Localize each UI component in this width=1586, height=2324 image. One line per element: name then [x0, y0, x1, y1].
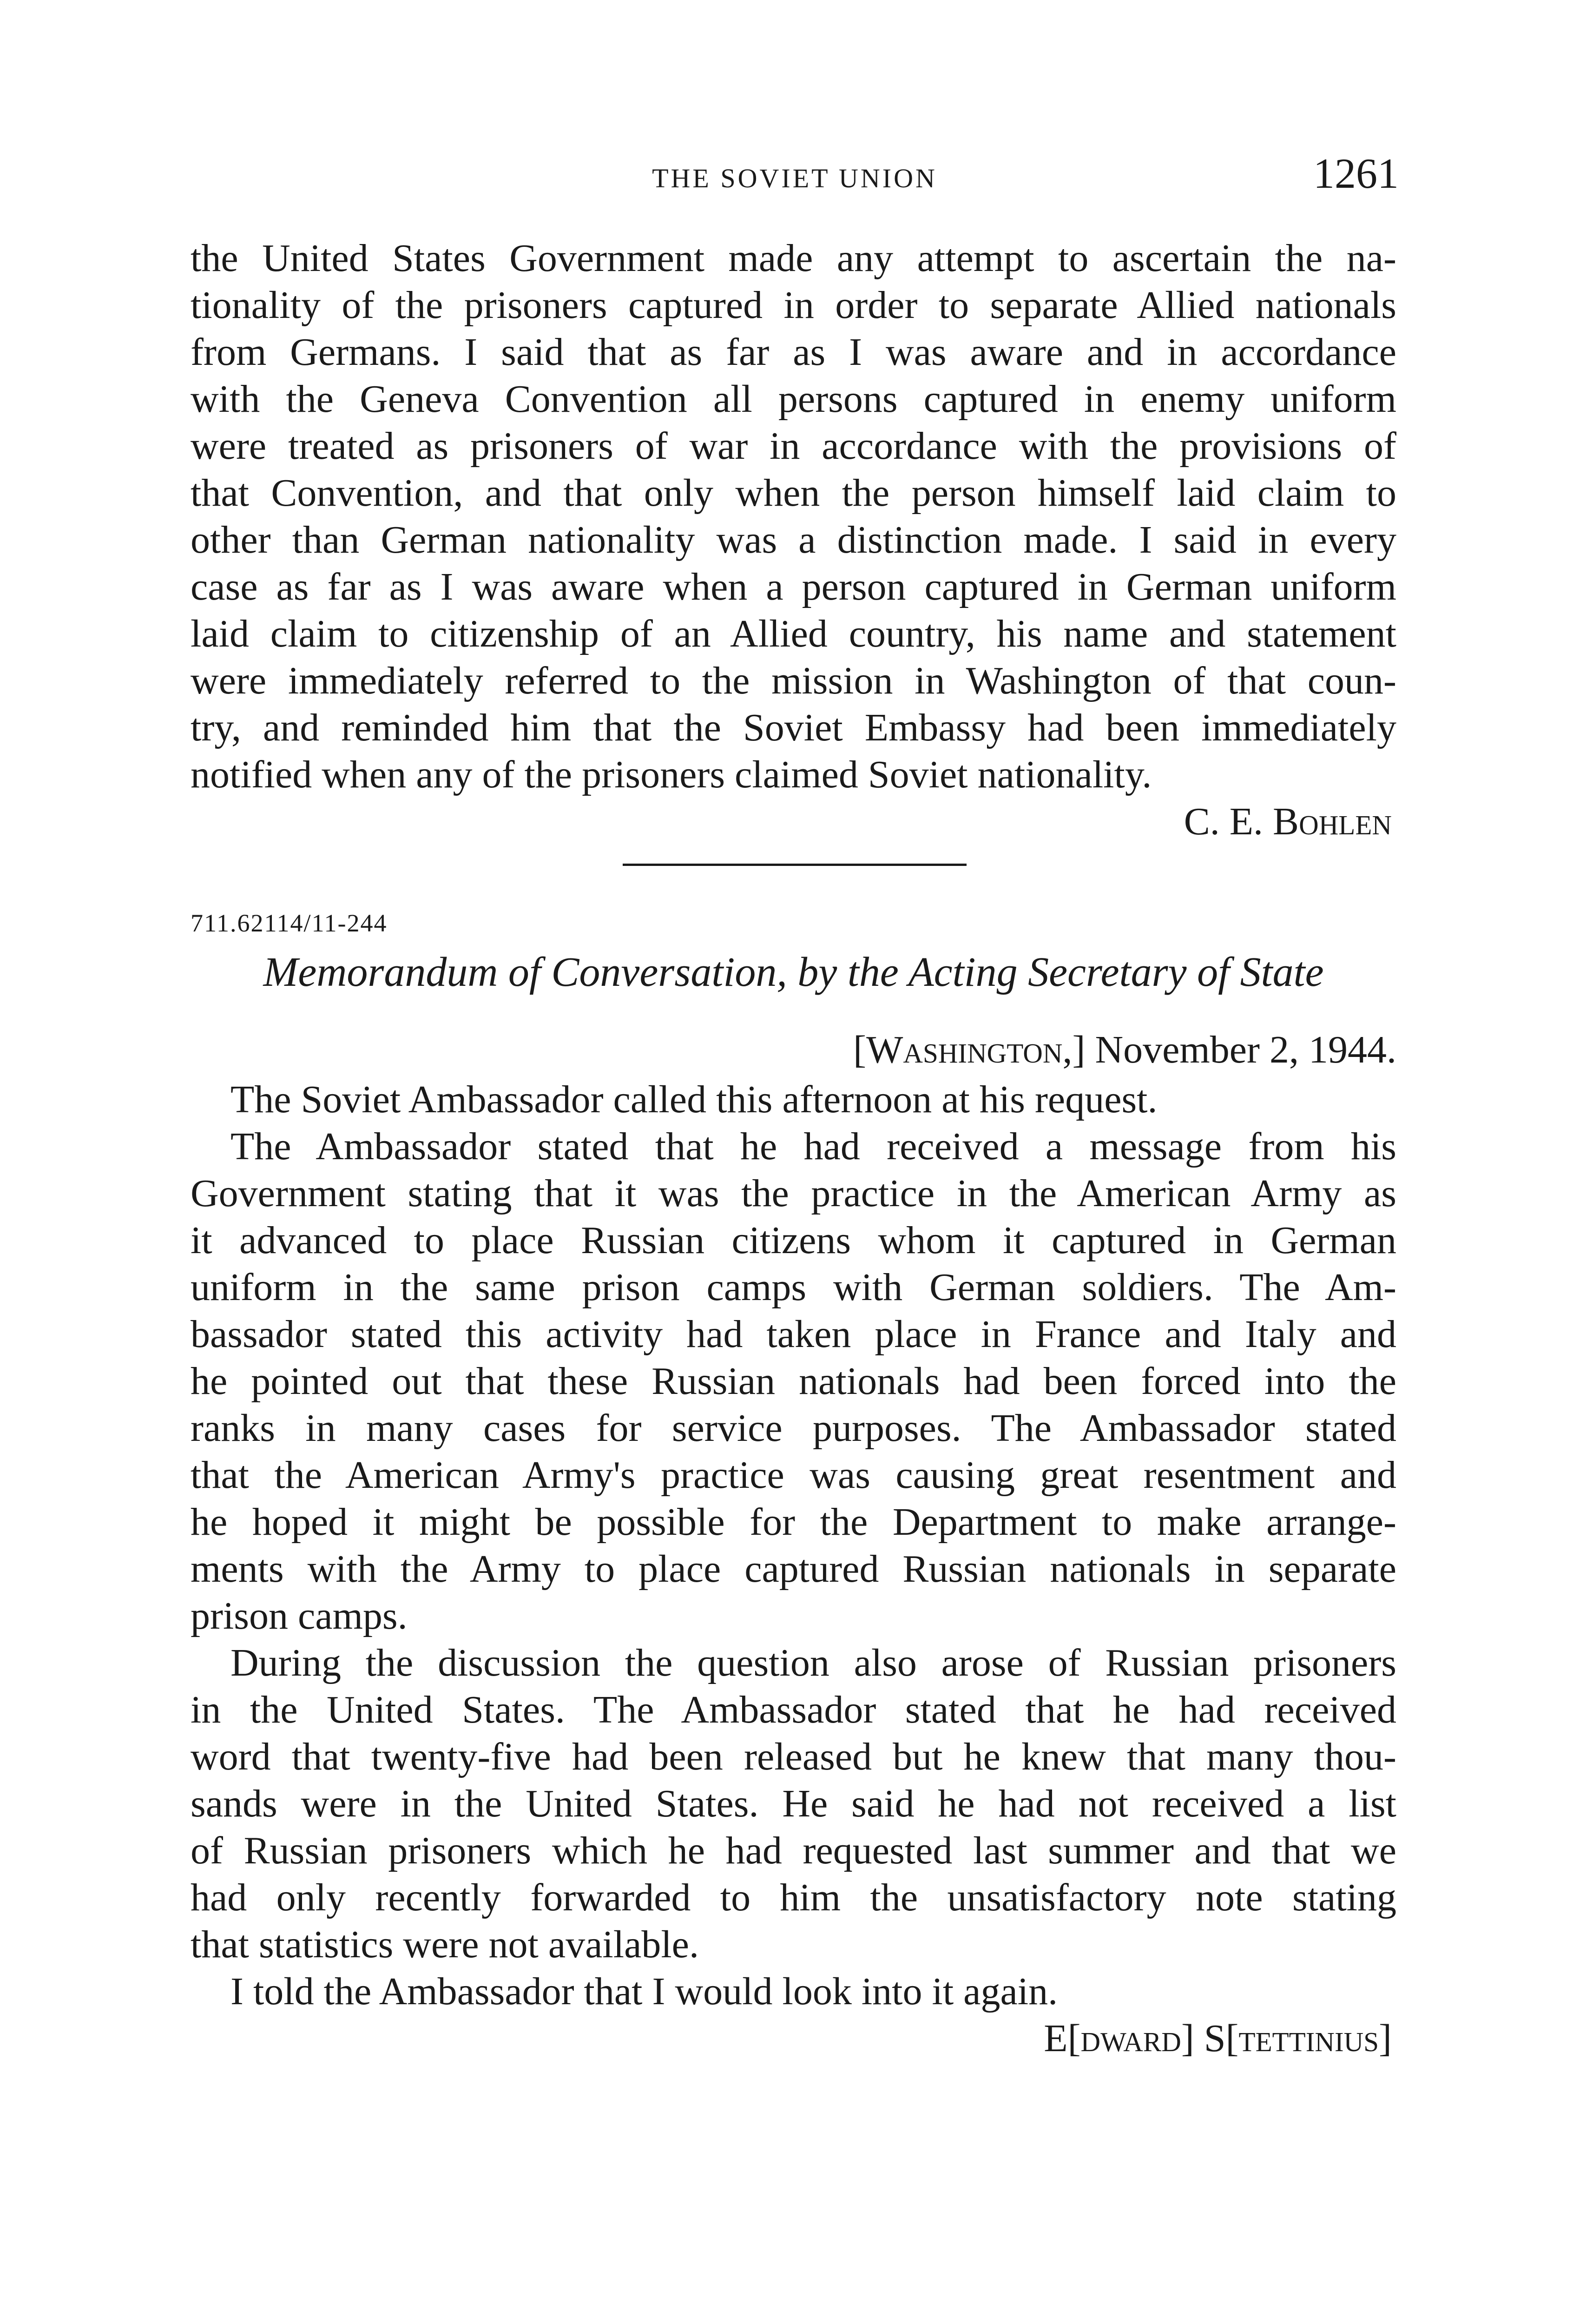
- text-line: try, and reminded him that the Soviet Embassy had been immediately: [191, 706, 1396, 749]
- paragraph-line: Government stating that it was the practice in the American Army as: [191, 1172, 1396, 1215]
- paragraph-line: sands were in the United States. He said he had not received a list: [191, 1782, 1396, 1825]
- text-line: notified when any of the prisoners claimed Soviet nationality.: [191, 753, 1152, 796]
- paragraph-line: word that twenty-five had been released but he knew that many thou-: [191, 1735, 1396, 1778]
- file-number: 711.62114/11-244: [191, 909, 388, 937]
- paragraph-line: bassador stated this activity had taken place in France and Italy and: [191, 1313, 1396, 1356]
- paragraph-line: had only recently forwarded to him the unsatisfactory note stating: [191, 1876, 1396, 1919]
- paragraph-line: it advanced to place Russian citizens whom it captured in German: [191, 1219, 1396, 1262]
- paragraph-line: prison camps.: [191, 1594, 408, 1637]
- paragraph-line: ranks in many cases for service purposes. The Ambassador stated: [191, 1406, 1396, 1450]
- section-divider: [623, 864, 967, 866]
- text-line: tionality of the prisoners captured in order to separate Allied nationals: [191, 284, 1396, 327]
- text-line: case as far as I was aware when a person captured in German uniform: [191, 565, 1396, 608]
- paragraph-line: During the discussion the question also arose of Russian prisoners: [230, 1641, 1396, 1684]
- text-line: that Convention, and that only when the person himself laid claim to: [191, 471, 1396, 515]
- dateline: [191, 1027, 1396, 1072]
- document-title: Memorandum of Conversation, by the Acting Secretary of State: [263, 949, 1324, 995]
- memorandum-body: [191, 1076, 1396, 2062]
- text-line: laid claim to citizenship of an Allied country, his name and statement: [191, 612, 1396, 655]
- text-line: the United States Government made any attempt to ascertain the na-: [191, 237, 1396, 280]
- paragraph-line: of Russian prisoners which he had requested last summer and that we: [191, 1829, 1396, 1872]
- paragraph-line: he pointed out that these Russian nationals had been forced into the: [191, 1360, 1396, 1403]
- text-line: with the Geneva Convention all persons captured in enemy uniform: [191, 377, 1396, 421]
- paragraph-line: uniform in the same prison camps with German soldiers. The Am-: [191, 1266, 1396, 1309]
- paragraph-line: I told the Ambassador that I would look into it again.: [230, 1970, 1058, 2013]
- paragraph-line: that the American Army's practice was causing great resentment and: [191, 1453, 1396, 1497]
- page-number: 1261: [1313, 150, 1399, 197]
- running-title: THE SOVIET UNION: [652, 163, 937, 193]
- paragraph-line: that statistics were not available.: [191, 1923, 699, 1966]
- dateline-date: November 2, 1944.: [1095, 1028, 1396, 1071]
- previous-document-text: [191, 235, 1396, 845]
- running-head: [191, 149, 1399, 205]
- text-line: from Germans. I said that as far as I was aware and in accordance: [191, 330, 1396, 374]
- signature: E[dward] S[tettinius]: [1044, 2017, 1392, 2060]
- paragraph-line: ments with the Army to place captured Russian nationals in separate: [191, 1547, 1396, 1591]
- dateline-place: [Washington,]: [853, 1028, 1086, 1071]
- paragraph-line: The Ambassador stated that he had received a message from his: [230, 1125, 1396, 1168]
- previous-signature: C. E. Bohlen: [1184, 800, 1392, 843]
- text-line: other than German nationality was a distinction made. I said in every: [191, 518, 1396, 561]
- paragraph-line: The Soviet Ambassador called this afternoon at his request.: [230, 1078, 1158, 1121]
- paragraph-line: in the United States. The Ambassador stated that he had received: [191, 1688, 1396, 1731]
- paragraph-line: he hoped it might be possible for the Department to make arrange-: [191, 1500, 1396, 1544]
- text-line: were immediately referred to the mission in Washington of that coun-: [191, 659, 1396, 702]
- text-line: were treated as prisoners of war in accordance with the provisions of: [191, 424, 1396, 468]
